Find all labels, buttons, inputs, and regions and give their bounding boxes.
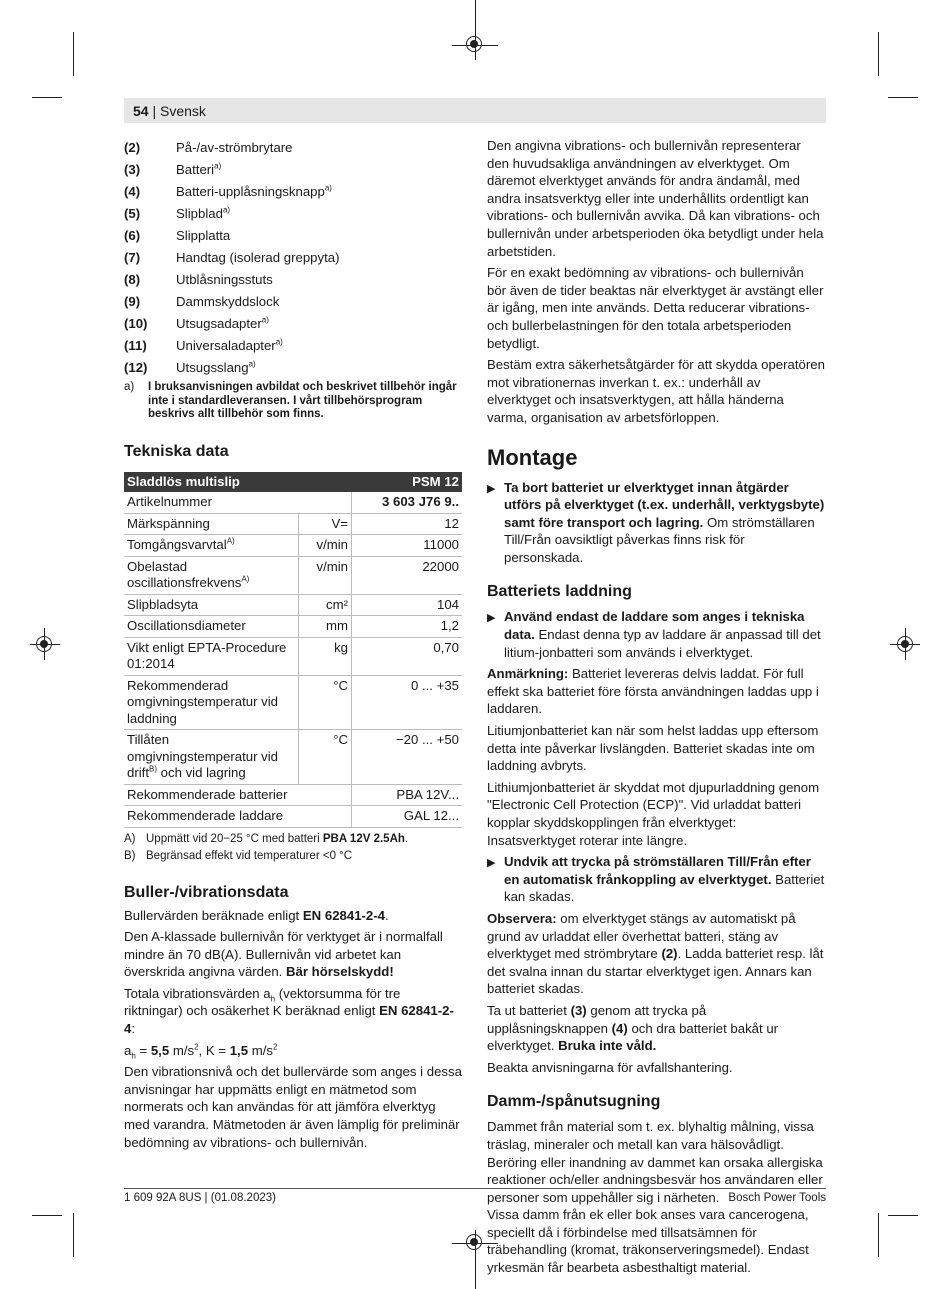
crop-mark — [73, 32, 74, 76]
list-item: (8) Utblåsningsstuts — [124, 272, 273, 288]
table-row: Oscillationsdiameter mm 1,2 — [124, 616, 462, 638]
crop-mark — [888, 1215, 918, 1216]
montage-heading: Montage — [487, 444, 578, 470]
table-row: Vikt enligt EPTA-Procedure 01:2014 kg 0,70 — [124, 637, 462, 675]
table-header-row — [124, 472, 462, 493]
page-header-bar — [124, 98, 826, 123]
table-row: Rekommenderade batterier PBA 12V... — [124, 784, 462, 806]
list-item: (7) Handtag (isolerad greppyta) — [124, 250, 340, 266]
dust-paragraph: Dammet från material som t. ex. blyhaltig målning, vissa träslag, mineraler och metall kan vara hälsovådligt. Beröring eller inandning av dammet kan orsaka allergiska reaktioner och/eller andningsbesvär hos användaren eller personer som uppehåller sig i närheten. — [487, 1119, 823, 1205]
warning-bullet: ▶ Använd endast de laddare som anges i tekniska data. Endast denna typ av laddare är anpassad till det litium-jonbatteri som används i elverktyget. — [487, 609, 821, 660]
footer-doc-number: 1 609 92A 8US | (01.08.2023) — [124, 1192, 276, 1204]
dust-heading: Damm-/spånutsugning — [487, 1093, 661, 1111]
product-label: Sladdlös multislip — [124, 472, 352, 493]
footer-brand: Bosch Power Tools — [728, 1192, 826, 1204]
table-row: Tomgångsvarvtal$^{A)}$ v/min 11000 — [124, 535, 462, 557]
registration-mark-icon — [466, 36, 482, 52]
page-header: 54 | Svensk — [133, 103, 206, 119]
triangle-right-icon: ▶ — [487, 612, 496, 625]
model-label: PSM 12 — [352, 472, 463, 493]
dust-paragraph: Vissa damm från ek eller bok anses vara cancerogena, speciellt då i förbindelse med tillsatsämnen för träbehandling (kromat, träkonserveringsmedel). Endast yrkesmän får bearbeta asbesthaltigt material. — [487, 1207, 809, 1276]
noise-paragraph: Den A-klassade bullernivån för verktyget är i normalfall mindre än 70 dB(A). Bullernivån vid arbetet kan överskrida angivna värden. Bär hörselskydd! — [124, 929, 443, 980]
footer-divider — [124, 1188, 826, 1189]
table-row: Slipbladsyta cm² 104 — [124, 594, 462, 616]
noise-paragraph: Totala vibrationsvärden $a_h$ (vektorsumma för tre riktningar) och osäkerhet K beräknad enligt EN 62841-2-4: — [124, 985, 454, 1037]
warning-bullet: ▶ Undvik att trycka på strömställaren Till/Från efter en automatisk frånkoppling av elverktyget. Batteriet kan skadas. — [487, 854, 825, 905]
noise-paragraph: Den vibrationsnivå och det bullervärde som anges i dessa anvisningar har uppmätts enligt en mätmetod som normerats och kan användas för att jämföra elverktyg med varandra. Mätmetoden är även lämplig för preliminär bedömning av vibrations- och bullernivån. — [124, 1064, 462, 1150]
list-item: (11) Universaladapter$^{a)}$ — [124, 337, 283, 354]
vibration-paragraph: För en exakt bedömning av vibrations- och bullernivån bör även de tider beaktas när elverktyget är avstängt eller är igång, men inte används. Detta reducerar vibrations- och bullerbelastningen för den totala arbetsperioden betydligt. — [487, 265, 824, 351]
crop-mark — [878, 1213, 879, 1257]
list-item: (4) Batteri-upplåsningsknapp$^{a)}$ — [124, 183, 332, 200]
registration-mark-icon — [897, 636, 913, 652]
crop-mark — [32, 1215, 62, 1216]
charging-paragraph: Ta ut batteriet (3) genom att trycka på upplåsningsknappen (4) och dra batteriet bakåt ur elverktyget. Bruka inte våld. — [487, 1002, 779, 1054]
tech-data-heading: Tekniska data — [124, 442, 229, 460]
list-item: (5) Slipblad$^{a)}$ — [124, 205, 231, 222]
vibration-paragraph: Den angivna vibrations- och bullernivån representerar den huvudsakliga användningen av elverktyget. Om däremot elverktyget används för andra ändamål, med andra insatsverktyg eller inte underhållits ordentligt kan vibrations- och bullernivån avvika. Då kan vibrations- och bullernivån under arbetsperioden öka betydligt under hela arbetstiden. — [487, 138, 824, 259]
right-column — [487, 137, 826, 1281]
warning-bullet: ▶ Ta bort batteriet ur elverktyget innan åtgärder utförs på elverktyget (t.ex. underhåll, verktygsbyte) samt före transport och lagring. Om strömställaren Till/Från oavsiktligt påverkas finns risk för personskada. — [487, 479, 825, 565]
crop-mark — [32, 97, 62, 98]
page-number: 54 — [133, 103, 149, 119]
parts-list — [124, 137, 462, 379]
table-row: Obelastad oscillationsfrekvens$^{A)}$ v/min 22000 — [124, 556, 462, 594]
charging-paragraph: Beakta anvisningarna för avfallshantering. — [487, 1059, 733, 1075]
crop-mark — [888, 97, 918, 98]
list-item: (10) Utsugsadapter$^{a)}$ — [124, 315, 269, 332]
crop-mark — [878, 32, 879, 76]
table-row: Rekommenderad omgivningstemperatur vid laddning °C 0 ... +35 — [124, 675, 462, 730]
tech-data-table — [124, 472, 462, 828]
parts-footnote: a) I bruksanvisningen avbildat och beskrivet tillbehör ingår inte i standardleveransen. I vårt tillbehörsprogram beskrivs allt tillbehör som finns. — [124, 381, 457, 420]
vibration-values: $a_h = 5,5$ $m/s^2$, K = 1,5 $m/s^2$ — [124, 1042, 278, 1061]
vibration-paragraph: Bestäm extra säkerhetsåtgärder för att skydda operatören mot vibrationernas inverkan t. ex.: underhåll av elverktyget och insatsverktygen, att hålla händerna varma, organisation av arbetsförloppen. — [487, 357, 825, 425]
left-column — [124, 137, 462, 1155]
footnote: B) Begränsad effekt vid temperaturer <0 °C — [124, 849, 353, 862]
note-paragraph: Anmärkning: Batteriet levereras delvis laddat. För full effekt ska batteriet före första användningen laddas upp i laddaren. — [487, 666, 819, 717]
noise-paragraph: Bullervärden beräknade enligt EN 62841-2-4. — [124, 907, 389, 923]
noise-heading: Buller-/vibrationsdata — [124, 883, 289, 901]
list-item: (12) Utsugsslang$^{a)}$ — [124, 359, 256, 376]
tech-footnotes — [124, 831, 462, 865]
list-item: (3) Batteri$^{a)}$ — [124, 161, 222, 178]
triangle-right-icon: ▶ — [487, 482, 496, 495]
observe-paragraph: Observera: om elverktyget stängs av automatiskt på grund av urladdat eller överhettat batteri, stäng av elverktyget med strömbrytare (2). Ladda batteriet resp. låt det svalna innan du startar elverktyget igen. Annars kan batteriet skadas. — [487, 910, 824, 997]
table-row: Märkspänning V= 12 — [124, 513, 462, 535]
page-language: Svensk — [160, 103, 206, 119]
list-item: (9) Dammskyddslock — [124, 294, 280, 310]
triangle-right-icon: ▶ — [487, 857, 496, 870]
table-row: Artikelnummer 3 603 J76 9.. — [124, 492, 462, 513]
list-item: (6) Slipplatta — [124, 228, 231, 244]
charging-paragraph: Lithiumjonbatteriet är skyddat mot djupurladdning genom "Electronic Cell Protection (ECP)". Vid urladdat batteri kopplar skyddskopplingen från elverktyget: Insatsverktyget roterar inte längre. — [487, 779, 820, 848]
list-item: (2) På-/av-strömbrytare — [124, 140, 293, 156]
footnote: A) Uppmätt vid 20−25 °C med batteri PBA 12V 2.5Ah. — [124, 832, 409, 845]
registration-mark-icon — [466, 1234, 482, 1250]
table-row: Rekommenderade laddare GAL 12... — [124, 806, 462, 828]
registration-mark-icon — [36, 636, 52, 652]
table-row: Tillåten omgivningstemperatur vid drift$^{B)}$ och vid lagring °C −20 ... +50 — [124, 730, 462, 785]
crop-mark — [73, 1213, 74, 1257]
charging-paragraph: Litiumjonbatteriet kan när som helst laddas upp eftersom detta inte påverkar livslängden. Batteriet skadas inte om laddning avbryts. — [487, 723, 819, 774]
charging-heading: Batteriets laddning — [487, 583, 632, 601]
